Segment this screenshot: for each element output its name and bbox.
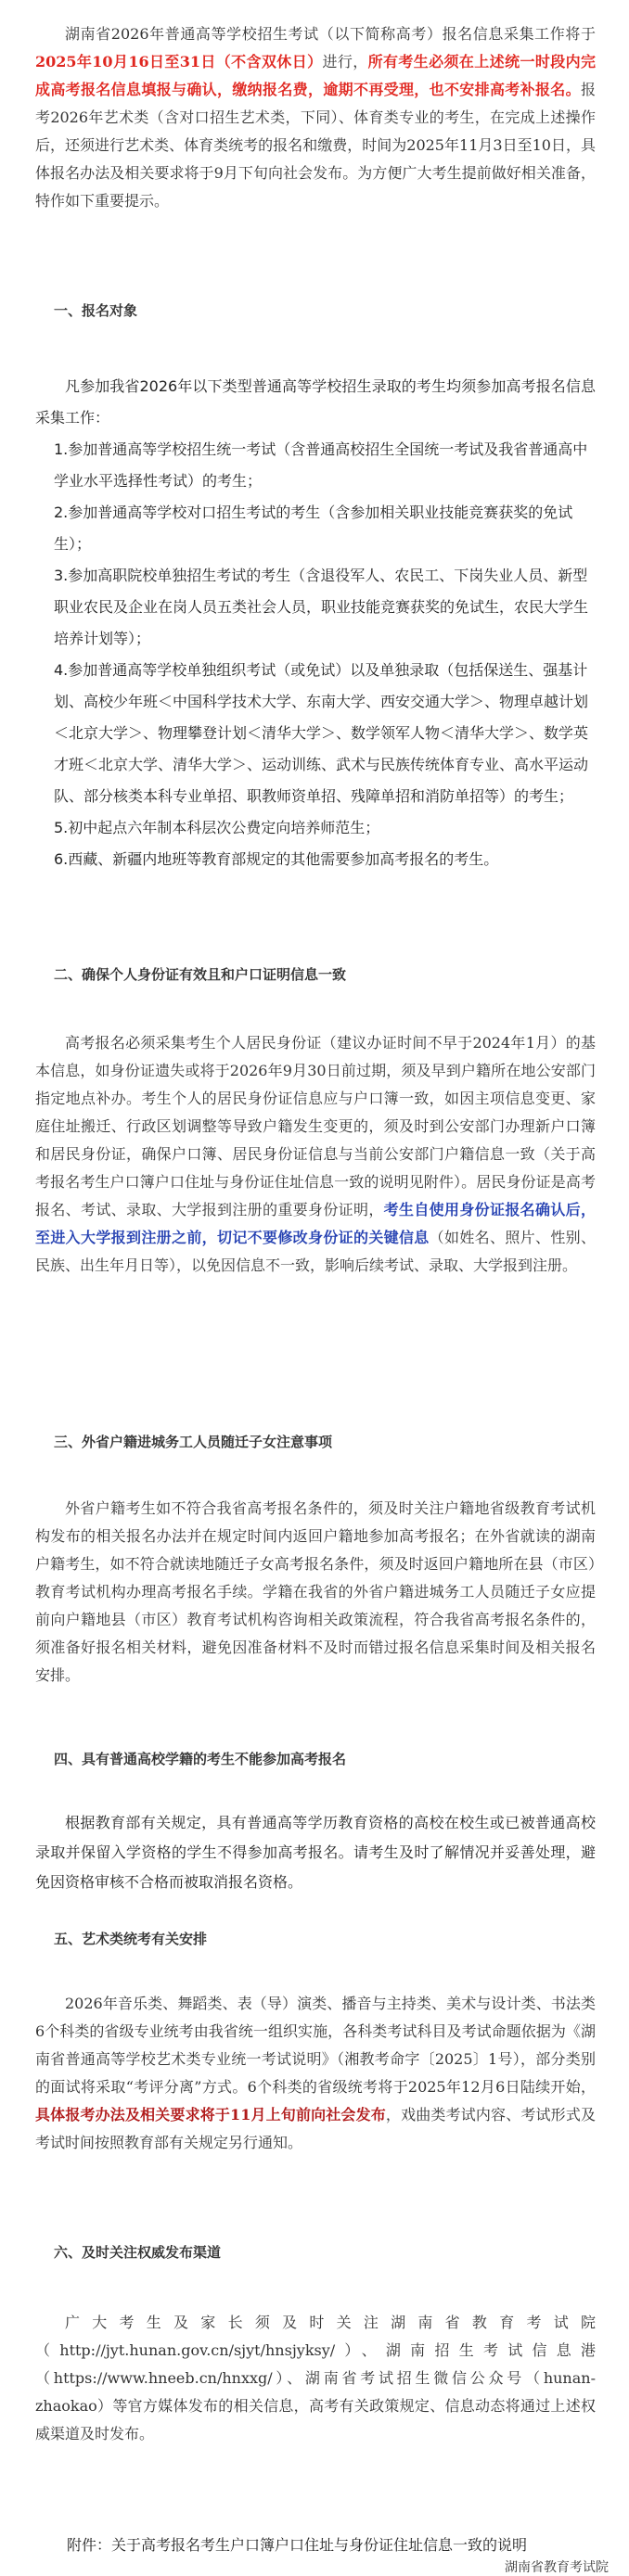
intro-text-d: 报考2026年艺术类（含对口招生艺术类，下同）、体育类专业的考生，在完成上述操作后，还须进行艺术类、体育类统考的报名和缴费，时间为2025年11月3日至10日，具体报名办法及相关要求将于9月下旬向社会发布。为方便广大考生提前做好相关准备，特作如下重要提示。 [35,81,596,210]
list-item: 4.参加普通高等学校单独组织考试（或免试）以及单独录取（包括保送生、强基计划、高校少年班＜中国科学技术大学、东南大学、西安交通大学＞、物理卓越计划＜北京大学＞、物理攀登计划＜清华大学＞、数学领军人物＜清华大学＞、数学英才班＜北京大学、清华大学＞、运动训练、武术与民族传统体育专业、高水平运动队、部分核类本科专业单招、职教师资单招、残障单招和消防单招等）的考生； [54,661,589,805]
intro-paragraph [35,20,596,215]
admission-info-link[interactable]: https://www.hneeb.cn/hnxxg/ [53,2369,273,2387]
list-item: 3.参加高职院校单独招生考试的考生（含退役军人、农民工、下岗失业人员、新型职业农民及企业在岗人员五类社会人员，职业技能竞赛获奖的免试生，农民大学生培养计划等）； [54,567,589,647]
signature: 湖南省教育考试院 [505,2560,609,2575]
section-2-paragraph [35,1029,596,1280]
section-2-highlight: 考生自使用身份证报名确认后，至进入大学报到注册之前，切记不要修改身份证的关键信息 [35,1201,596,1246]
section-6-heading: 六、及时关注权威发布渠道 [54,2244,222,2261]
section-4-heading: 四、具有普通高校学籍的考生不能参加高考报名 [54,1751,347,1767]
section-1-heading: 一、报名对象 [54,302,138,319]
section-5-paragraph [35,1990,596,2157]
list-item: 6.西藏、新疆内地班等教育部规定的其他需要参加高考报名的考生。 [54,850,499,868]
section-6-text-b: ）、湖南招生考试信息港（ [35,2341,596,2387]
section-1-list [54,434,601,875]
intro-text-c: 进行， [322,53,368,70]
section-6-text-c: ）、湖南省考试招生微信公众号（hunan-zhaokao）等官方媒体发布的相关信息，高考有关政策规定、信息动态将通过上述权威渠道及时发布。 [35,2369,596,2442]
intro-text-a: 湖南省2026年普通高等学校招生考试（以下简称高考）报名信息采集工作将于 [65,25,596,43]
section-3-heading: 三、外省户籍进城务工人员随迁子女注意事项 [54,1434,333,1450]
intro-date-note: （不含双休日） [215,53,323,70]
intro-date-highlight: 2025年10月16日至31日 [35,53,216,70]
section-5-heading: 五、艺术类统考有关安排 [54,1931,208,1947]
section-3-paragraph: 外省户籍考生如不符合我省高考报名条件的，须及时关注户籍地省级教育考试机构发布的相关报名办法并在规定时间内返回户籍地参加高考报名；在外省就读的湖南户籍考生，如不符合就读地随迁子女高考报名条件，须及时返回户籍地所在县（市区）教育考试机构办理高考报名手续。学籍在我省的外省户籍进城务工人员随迁子女应提前向户籍地县（市区）教育考试机构咨询相关政策流程，符合我省高考报名条件的，须准备好报名相关材料，避免因准备材料不及时而错过报名信息采集时间及相关报名安排。 [35,1499,596,1684]
section-2-text-a: 高考报名必须采集考生个人居民身份证（建议办证时间不早于2024年1月）的基本信息，如身份证遗失或将于2026年9月30日前过期，须及早到户籍所在地公安部门指定地点补办。考生个人的居民身份证信息应与户口簿一致，如因主项信息变更、家庭住址搬迁、行政区划调整等导致户籍发生变更的，须及时到公安部门办理新户口簿和居民身份证，确保户口簿、居民身份证信息与当前公安部门户籍信息一致（关于高考报名考生户口簿户口住址与身份证住址信息一致的说明见附件）。居民身份证是高考报名、考试、录取、大学报到注册的重要身份证明， [35,1034,596,1218]
attachment-link[interactable]: 附件：关于高考报名考生户口簿户口住址与身份证住址信息一致的说明 [67,2536,528,2554]
section-5-highlight: 具体报考办法及相关要求将于11月上旬前向社会发布 [35,2106,386,2123]
section-6-paragraph [35,2309,596,2448]
exam-authority-link[interactable]: http://jyt.hunan.gov.cn/sjyt/hnsjyksy/ [59,2341,336,2359]
section-2-text-b: （如姓名、照片、性别、民族、出生年月日等），以免因信息不一致，影响后续考试、录取、大学报到注册。 [35,1229,596,1274]
section-6-text-a: 广大考生及家长须及时关注湖南省教育考试院（ [35,2314,596,2359]
section-4-paragraph: 根据教育部有关规定，具有普通高等学历教育资格的高校在校生或已被普通高校录取并保留入学资格的学生不得参加高考报名。请考生及时了解情况并妥善处理，避免因资格审核不合格而被取消报名资格。 [35,1814,596,1891]
list-item: 5.初中起点六年制本科层次公费定向培养师范生； [54,819,380,836]
section-5-text-b: ，戏曲类考试内容、考试形式及考试时间按照教育部有关规定另行通知。 [35,2106,596,2151]
list-item: 2.参加普通高等学校对口招生考试的考生（含参加相关职业技能竞赛获奖的免试生）； [54,504,573,553]
list-item: 1.参加普通高等学校招生统一考试（含普通高校招生全国统一考试及我省普通高中学业水平选择性考试）的考生； [54,440,588,490]
section-2-heading: 二、确保个人身份证有效且和户口证明信息一致 [54,966,347,983]
intro-warning-highlight: 所有考生必须在上述统一时段内完成高考报名信息填报与确认，缴纳报名费，逾期不再受理，也不安排高考补报名。 [35,53,596,98]
section-1-lead: 凡参加我省2026年以下类型普通高等学校招生录取的考生均须参加高考报名信息采集工作： [35,377,596,427]
section-5-text-a: 2026年音乐类、舞蹈类、表（导）演类、播音与主持类、美术与设计类、书法类6个科类的省级专业统考由我省统一组织实施，各科类考试科目及考试命题依据为《湖南省普通高等学校艺术类专业统一考试说明》（湘教考命字〔2025〕1号），部分类别的面试将采取“考评分离”方式。6个科类的省级统考将于2025年12月6日陆续开始， [35,1995,596,2096]
